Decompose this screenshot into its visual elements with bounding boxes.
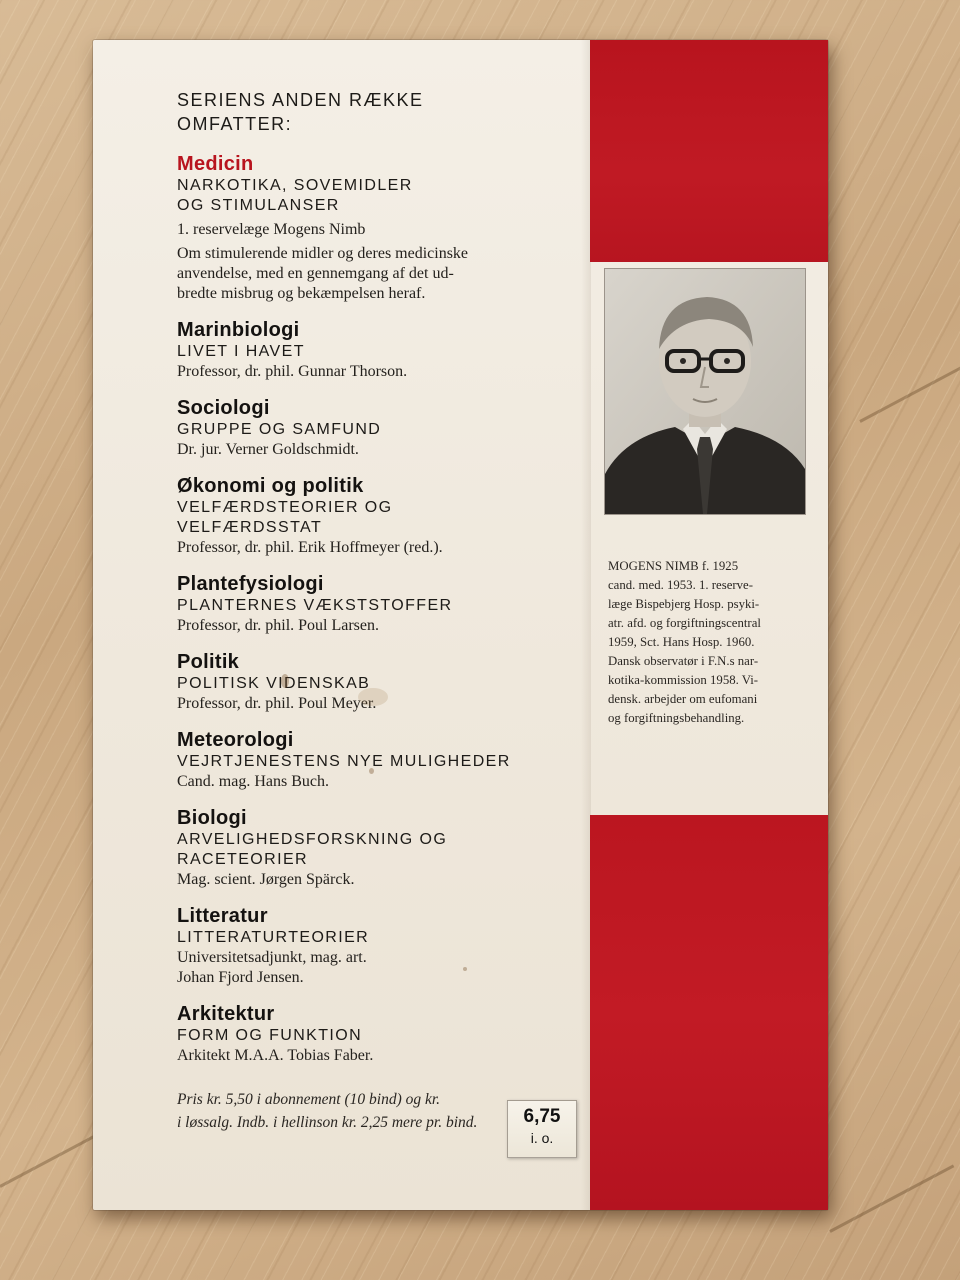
entry-title: NARKOTIKA, SOVEMIDLER OG STIMULANSER bbox=[177, 177, 413, 214]
entry-subject: Arkitektur bbox=[177, 1003, 275, 1025]
entry-title: VEJRTJENESTENS NYE MULIGHEDER bbox=[177, 753, 511, 770]
entry-plantefysiologi bbox=[177, 572, 577, 636]
entry-subject: Biologi bbox=[177, 807, 247, 829]
book-back-cover bbox=[93, 40, 828, 1210]
entry-title: GRUPPE OG SAMFUND bbox=[177, 421, 382, 438]
entry-subject: Medicin bbox=[177, 153, 254, 175]
entry-author: Professor, dr. phil. Poul Larsen. bbox=[177, 617, 380, 634]
entry-okonomi bbox=[177, 474, 577, 558]
entry-title: PLANTERNES VÆKSTSTOFFER bbox=[177, 597, 453, 614]
entry-description: Om stimulerende midler og deres medicinske anvendelse, med en gennemgang af det ud- bredte misbrug og bekæmpelsen heraf. bbox=[177, 245, 469, 302]
entry-title: VELFÆRDSTEORIER OG VELFÆRDSSTAT bbox=[177, 499, 393, 536]
entry-author: Professor, dr. phil. Erik Hoffmeyer (red.). bbox=[177, 539, 443, 556]
entry-author: Professor, dr. phil. Gunnar Thorson. bbox=[177, 363, 408, 380]
entry-title: POLITISK VIDENSKAB bbox=[177, 675, 371, 692]
entry-subject: Litteratur bbox=[177, 905, 268, 927]
stain bbox=[281, 674, 289, 688]
entry-subject: Meteorologi bbox=[177, 729, 294, 751]
entry-sociologi bbox=[177, 396, 577, 460]
price-sticker bbox=[507, 1100, 577, 1158]
series-list bbox=[177, 88, 577, 1066]
entry-title: LITTERATURTEORIER bbox=[177, 929, 370, 946]
sticker-price: 6,75 bbox=[523, 1106, 561, 1127]
entry-author: Dr. jur. Verner Goldschmidt. bbox=[177, 441, 359, 458]
entry-title: LIVET I HAVET bbox=[177, 343, 305, 360]
entry-biologi bbox=[177, 806, 577, 890]
entry-subject: Plantefysiologi bbox=[177, 573, 324, 595]
entry-author: Cand. mag. Hans Buch. bbox=[177, 773, 329, 790]
entry-author: 1. reservelæge Mogens Nimb bbox=[177, 221, 366, 238]
entry-arkitektur bbox=[177, 1002, 577, 1066]
sticker-note: i. o. bbox=[530, 1130, 554, 1146]
entry-subject: Økonomi og politik bbox=[177, 475, 364, 497]
author-portrait-image bbox=[605, 269, 805, 514]
series-heading-line-2: OMFATTER: bbox=[177, 114, 293, 134]
entry-litteratur bbox=[177, 904, 577, 988]
entry-author: Universitetsadjunkt, mag. art. Johan Fjord Jensen. bbox=[177, 949, 367, 986]
entry-author: Arkitekt M.A.A. Tobias Faber. bbox=[177, 1047, 374, 1064]
entry-title: FORM OG FUNKTION bbox=[177, 1027, 363, 1044]
stain bbox=[463, 967, 467, 971]
entry-meteorologi bbox=[177, 728, 577, 792]
entry-medicin bbox=[177, 152, 577, 304]
entry-subject: Politik bbox=[177, 651, 240, 673]
red-band-top bbox=[590, 40, 828, 262]
stain bbox=[369, 768, 374, 774]
price-note: Pris kr. 5,50 i abonnement (10 bind) og kr. i løssalg. Indb. i hellinson kr. 2,25 mere pr. bind. bbox=[177, 1091, 478, 1131]
entry-subject: Marinbiologi bbox=[177, 319, 300, 341]
entry-author: Mag. scient. Jørgen Spärck. bbox=[177, 871, 355, 888]
author-photo bbox=[604, 268, 806, 515]
red-band-bottom bbox=[590, 815, 828, 1210]
author-caption: MOGENS NIMB f. 1925 cand. med. 1953. 1. reserve- læge Bispebjerg Hosp. psyki- atr. afd. og forgiftningscentral 1959, Sct. Hans Hosp. 1960. Dansk observatør i F.N.s nar- kotika-kommission 1958. Vi- densk. arbejder om eufomani og forgiftningsbehandling. bbox=[608, 559, 761, 725]
entry-subject: Sociologi bbox=[177, 397, 270, 419]
series-heading-line-1: SERIENS ANDEN RÆKKE bbox=[177, 90, 424, 110]
floor-seam bbox=[859, 364, 960, 423]
stain bbox=[358, 688, 388, 706]
entry-author: Professor, dr. phil. Poul Meyer. bbox=[177, 695, 377, 712]
entry-title: ARVELIGHEDSFORSKNING OG RACETEORIER bbox=[177, 831, 448, 868]
floor-seam bbox=[829, 1164, 954, 1232]
entry-marinbiologi bbox=[177, 318, 577, 382]
